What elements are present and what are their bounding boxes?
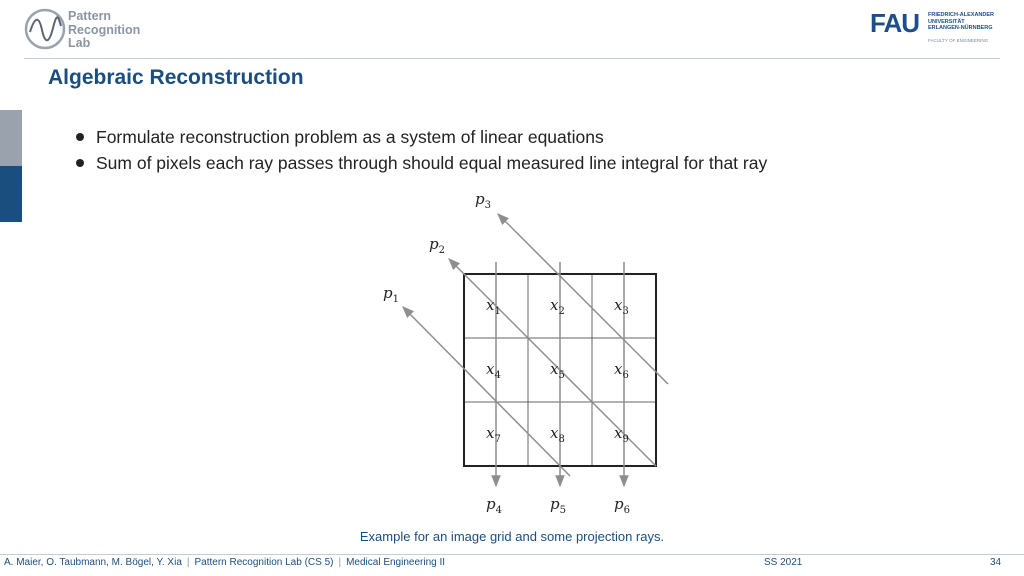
footer-divider: [0, 554, 1024, 555]
ray-p1-line: [403, 307, 570, 476]
prl-logo-line-2: Recognition: [68, 22, 141, 37]
footer-course: Medical Engineering II: [346, 557, 446, 568]
slide-footer: [0, 557, 1024, 573]
pixel-label-x3: $x_3$: [614, 296, 629, 317]
pixel-label-x1: $x_1$: [486, 296, 501, 317]
ray-label-p5: $p_5$: [550, 495, 566, 516]
bullet-list: [74, 124, 767, 176]
footer-separator: |: [186, 557, 190, 568]
pattern-recognition-lab-logo: [24, 8, 154, 54]
bullet-item: [74, 124, 767, 150]
pixel-label-x6: $x_6$: [614, 360, 629, 381]
prl-logo-line-1: Pattern: [68, 9, 112, 23]
pixel-label-x5: $x_5$: [550, 360, 565, 381]
bullet-text-1: Formulate reconstruction problem as a system of linear equations: [96, 127, 604, 147]
footer-lab: Pattern Recognition Lab (CS 5): [194, 557, 334, 568]
prl-logo-line-3: Lab: [68, 36, 91, 50]
figure-caption: Example for an image grid and some projection rays.: [359, 529, 665, 544]
slide-header: [0, 0, 1024, 58]
ray-label-p4: $p_4$: [486, 495, 502, 516]
fau-logo-line-1: FRIEDRICH-ALEXANDER: [928, 12, 994, 18]
fau-logo-word: FAU: [870, 8, 919, 38]
ray-label-p1: $p_1$: [383, 284, 399, 305]
pixel-label-x2: $x_2$: [550, 296, 565, 317]
side-navigation-tab-inactive[interactable]: [0, 110, 22, 166]
bullet-dot-icon: [76, 133, 84, 141]
bullet-dot-icon: [76, 159, 84, 167]
fau-logo: [870, 8, 1010, 48]
footer-page-number: 34: [990, 557, 1002, 568]
ray-label-p2: $p_2$: [429, 235, 445, 256]
fau-faculty-label: FACULTY OF ENGINEERING: [928, 38, 989, 43]
pixel-label-x7: $x_7$: [486, 424, 501, 445]
ray-p3-line: [498, 214, 668, 384]
footer-separator: |: [338, 557, 342, 568]
grid-and-rays-figure: [370, 188, 690, 528]
fau-logo-line-2: UNIVERSITÄT: [928, 18, 965, 25]
footer-semester: SS 2021: [764, 557, 803, 568]
pixel-label-x4: $x_4$: [486, 360, 501, 381]
pixel-label-x9: $x_9$: [614, 424, 629, 445]
header-divider: [24, 58, 1000, 59]
bullet-item: [74, 150, 767, 176]
bullet-text-2: Sum of pixels each ray passes through should equal measured line integral for that ray: [96, 153, 768, 173]
footer-authors: A. Maier, O. Taubmann, M. Bögel, Y. Xia: [4, 557, 182, 568]
reconstruction-diagram: [370, 188, 690, 528]
prl-logo-icon: [24, 8, 66, 50]
ray-label-p3: $p_3$: [475, 190, 491, 211]
side-navigation-tab-active[interactable]: [0, 166, 22, 222]
pixel-label-x8: $x_8$: [550, 424, 565, 445]
ray-label-p6: $p_6$: [614, 495, 630, 516]
fau-logo-line-3: ERLANGEN-NÜRNBERG: [928, 25, 993, 31]
slide-title: Algebraic Reconstruction: [48, 66, 304, 89]
